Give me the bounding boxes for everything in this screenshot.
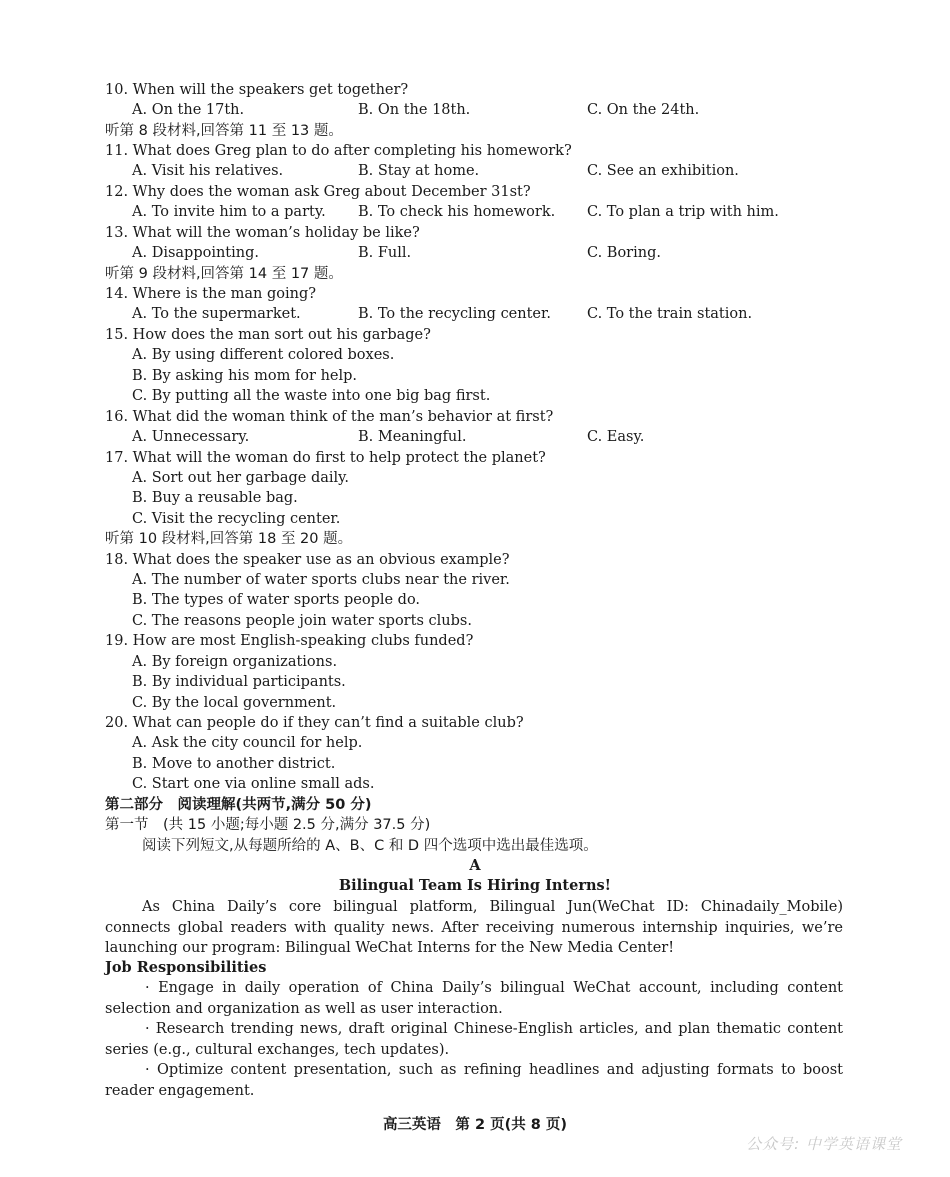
question-11-option-c: C. See an exhibition.	[587, 163, 739, 179]
job-responsibilities-heading: Job Responsibilities	[105, 959, 267, 976]
question-10-stem: 10. When will the speakers get together?	[105, 82, 409, 98]
watermark: 公众号: 中学英语课堂	[746, 1135, 902, 1153]
question-15-stem: 15. How does the man sort out his garbage?	[105, 327, 431, 343]
question-20-option-b: B. Move to another district.	[132, 756, 336, 772]
section-1-heading: 第一节 (共 15 小题;每小题 2.5 分,满分 37.5 分)	[105, 817, 431, 833]
question-17-stem: 17. What will the woman do first to help protect the planet?	[105, 450, 546, 466]
passage-letter: A	[469, 857, 481, 874]
question-14-option-a: A. To the supermarket.	[132, 306, 301, 322]
question-19-stem: 19. How are most English-speaking clubs funded?	[105, 633, 474, 649]
question-12-option-c: C. To plan a trip with him.	[587, 204, 779, 220]
question-19-option-a: A. By foreign organizations.	[132, 654, 338, 670]
page-footer: 高三英语 第 2 页(共 8 页)	[382, 1117, 568, 1133]
question-13-stem: 13. What will the woman’s holiday be like?	[105, 225, 420, 241]
question-17-option-a: A. Sort out her garbage daily.	[132, 470, 350, 486]
question-16-option-a: A. Unnecessary.	[132, 429, 250, 445]
question-11-stem: 11. What does Greg plan to do after completing his homework?	[105, 143, 572, 159]
question-15-option-c: C. By putting all the waste into one big bag first.	[132, 388, 491, 404]
question-16-option-b: B. Meaningful.	[358, 429, 467, 445]
question-13-option-a: A. Disappointing.	[132, 245, 260, 261]
question-16-stem: 16. What did the woman think of the man’s behavior at first?	[105, 409, 554, 425]
question-15-option-a: A. By using different colored boxes.	[132, 347, 395, 363]
question-18-option-c: C. The reasons people join water sports clubs.	[132, 613, 472, 629]
question-20-option-a: A. Ask the city council for help.	[132, 735, 363, 751]
responsibility-2: · Research trending news, draft original Chinese-English articles, and plan thematic content series (e.g., cultural exchanges, tech updates).	[105, 1021, 843, 1058]
section-9-instruction: 听第 9 段材料,回答第 14 至 17 题。	[105, 266, 343, 282]
question-18-stem: 18. What does the speaker use as an obvious example?	[105, 552, 510, 568]
question-12-option-a: A. To invite him to a party.	[132, 204, 326, 220]
passage-title: Bilingual Team Is Hiring Interns!	[338, 877, 612, 894]
question-11-option-a: A. Visit his relatives.	[132, 163, 284, 179]
question-11-option-b: B. Stay at home.	[358, 163, 480, 179]
question-15-option-b: B. By asking his mom for help.	[132, 368, 358, 384]
reading-instruction: 阅读下列短文,从每题所给的 A、B、C 和 D 四个选项中选出最佳选项。	[142, 838, 598, 854]
section-8-instruction: 听第 8 段材料,回答第 11 至 13 题。	[105, 123, 343, 139]
question-16-option-c: C. Easy.	[587, 429, 645, 445]
part-2-heading: 第二部分 阅读理解(共两节,满分 50 分)	[105, 797, 372, 813]
question-13-option-b: B. Full.	[358, 245, 412, 261]
question-20-option-c: C. Start one via online small ads.	[132, 776, 375, 792]
question-14-option-b: B. To the recycling center.	[358, 306, 551, 322]
question-12-stem: 12. Why does the woman ask Greg about December 31st?	[105, 184, 531, 200]
question-17-option-c: C. Visit the recycling center.	[132, 511, 341, 527]
question-10-option-b: B. On the 18th.	[358, 102, 471, 118]
question-18-option-a: A. The number of water sports clubs near the river.	[132, 572, 510, 588]
section-10-instruction: 听第 10 段材料,回答第 18 至 20 题。	[105, 531, 353, 547]
question-10-option-c: C. On the 24th.	[587, 102, 700, 118]
question-10-option-a: A. On the 17th.	[132, 102, 245, 118]
question-20-stem: 20. What can people do if they can’t find a suitable club?	[105, 715, 524, 731]
passage-intro: As China Daily’s core bilingual platform, Bilingual Jun(WeChat ID: Chinadaily_Mobile) connects global readers with quality news. After receiving numerous internship inquiries, we’re launching our program: Bilingual WeChat Interns for the New Media Center!	[105, 899, 843, 956]
responsibility-3: · Optimize content presentation, such as refining headlines and adjusting formats to boost reader engagement.	[105, 1062, 843, 1099]
question-12-option-b: B. To check his homework.	[358, 204, 556, 220]
question-14-stem: 14. Where is the man going?	[105, 286, 317, 302]
question-19-option-b: B. By individual participants.	[132, 674, 346, 690]
question-13-option-c: C. Boring.	[587, 245, 661, 261]
question-18-option-b: B. The types of water sports people do.	[132, 592, 421, 608]
responsibility-1: · Engage in daily operation of China Daily’s bilingual WeChat account, including content selection and organization as well as user interaction.	[105, 980, 843, 1017]
question-19-option-c: C. By the local government.	[132, 695, 337, 711]
question-17-option-b: B. Buy a reusable bag.	[132, 490, 298, 506]
question-14-option-c: C. To the train station.	[587, 306, 753, 322]
